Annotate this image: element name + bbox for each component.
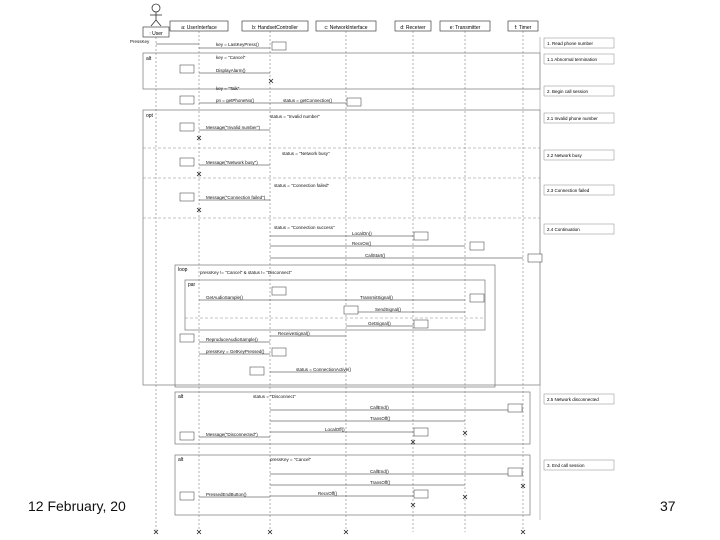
message-label: TransOff(): [370, 416, 391, 421]
fragment-alt-abnormal: [143, 53, 540, 89]
message-label: status = getConnection(): [283, 98, 333, 103]
message-label: key = LastKeyPress(): [216, 42, 259, 47]
message-label: SendSignal(): [375, 307, 402, 312]
message-label: PressKey: [130, 39, 150, 44]
fragment-dividers: [143, 148, 540, 318]
note-text: 2.1 Invalid phone number: [547, 116, 598, 121]
message-labels: [130, 39, 402, 497]
participant-label: f: Timer: [514, 25, 532, 31]
participant-label: d: Receiver: [400, 25, 426, 31]
message-label: key = "Cancel": [216, 55, 246, 60]
message-label: key = "Talk": [216, 86, 240, 91]
fragment-op: alt: [178, 457, 184, 463]
message-label: TransOff(): [370, 480, 391, 485]
message-label: ReproduceAudioSample(): [206, 337, 258, 342]
message-label: DisplayAlarm(): [216, 68, 246, 73]
note-text: 1.1 Abnormal termination: [547, 57, 598, 62]
note-text: 3. End call session: [547, 463, 585, 468]
participant-label: : User: [149, 31, 163, 37]
message-label: CallEnd(): [370, 469, 389, 474]
message-label: ReceiveSignal(): [278, 331, 310, 336]
message-label: CallStart(): [365, 253, 386, 258]
message-label: status = "Invalid number": [270, 114, 320, 119]
note-text: 2.4 Continuation: [547, 227, 580, 232]
message-label: pressKey = "Cancel": [270, 457, 312, 462]
participant-label: e: Transmitter: [449, 25, 481, 31]
note-text: 2.3 Connection failed: [547, 188, 590, 193]
note-text: 2.5 Network disconnected: [547, 397, 599, 402]
message-label: LocalOff(): [325, 427, 345, 432]
message-label: Message("Connection failed"): [206, 195, 266, 200]
message-label: GetSignal(): [368, 321, 391, 326]
notes-column: [540, 37, 614, 520]
participant-label: c: NetworkInterface: [324, 25, 368, 31]
lifelines: [156, 31, 523, 532]
message-label: RecvOn(): [352, 241, 372, 246]
participant-label: b: HandsetController: [252, 25, 298, 31]
message-label: status = "Disconnect": [253, 394, 296, 399]
message-label: RecvOff(): [318, 491, 338, 496]
message-label: GetAudioSample(): [206, 295, 244, 300]
participant-heads: [143, 21, 538, 37]
message-label: pressKey != "Cancel" & status != "Disconnect": [200, 270, 292, 275]
message-label: status = "Connection failed": [274, 183, 330, 188]
destroy-marks: [154, 79, 525, 534]
page-number: 37: [660, 498, 676, 514]
message-label: TransmitSignal(): [360, 295, 393, 300]
fragment-op: loop: [178, 267, 188, 273]
fragment-op: opt: [146, 113, 153, 119]
fragment-op: par: [188, 282, 196, 288]
message-label: PressedEndButton(): [206, 492, 247, 497]
fragments: [143, 53, 540, 515]
fragment-op: alt: [146, 56, 152, 62]
fragment-op: alt: [178, 394, 184, 400]
message-label: Message("Network busy"): [206, 160, 258, 165]
fragment-par: [185, 280, 485, 330]
note-text: 2. Begin call session: [547, 89, 589, 94]
message-label: status = "Connection success": [274, 225, 335, 230]
note-text: 2.2 Network busy: [547, 153, 582, 158]
message-label: pn = getPhoneNo(): [216, 98, 255, 103]
message-label: status = ConnectionActive(): [296, 367, 352, 372]
message-label: pressKey = GetKeyPressed(): [206, 349, 265, 354]
user-actor-icon: [150, 4, 162, 26]
participant-label: a: UserInterface: [181, 25, 217, 31]
message-label: status = "Network busy": [282, 151, 330, 156]
fragment-labels: [146, 56, 196, 463]
message-label: Message("Invalid number"): [206, 125, 260, 130]
note-text: 1. Read phone number: [547, 41, 594, 46]
message-label: CallEnd(): [370, 405, 389, 410]
message-label: Message("Disconnected"): [206, 432, 258, 437]
message-label: LocalOn(): [352, 231, 372, 236]
footer-date: 12 February, 20: [28, 498, 126, 514]
